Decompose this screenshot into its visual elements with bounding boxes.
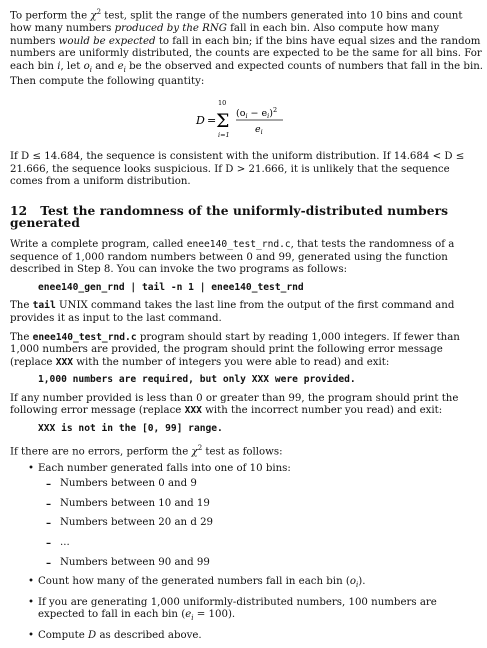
criteria-paragraph: If D ≤ 14.684, the sequence is consistent with the uniform distribution. If 14.684 < D ≤ 21.666, the sequence looks suspicious. If D > 21.666, it is unlikely that the sequence comes from a uniform distribution. — [10, 150, 465, 188]
range-requirement: If any number provided is less than 0 or greater than 99, the program should print the following error message (replace XXX with the incorrect number you read) and exit: — [10, 392, 459, 417]
bin-item: – Numbers between 10 and 19 — [38, 498, 484, 511]
bin-list — [38, 478, 484, 569]
sigma-icon: Σ — [216, 109, 230, 132]
invocation-command: enee140_gen_rnd | tail -n 1 | enee140_test_rnd — [38, 281, 304, 293]
formula-lhs: D — [196, 113, 205, 127]
bin-item: – Numbers between 90 and 99 — [38, 557, 484, 570]
bin-item: – ... — [38, 537, 484, 550]
section-heading — [10, 205, 484, 230]
bin-item: – Numbers between 20 an d 29 — [38, 517, 484, 530]
formula-denominator: $e_i$ — [255, 123, 263, 136]
formula-graphic — [10, 95, 484, 145]
error-message-range: XXX is not in the [0, 99] range. — [38, 423, 223, 435]
program-description: Write a complete program, called enee140_test_rnd.c, that tests the randomness of a sequence of 1,000 random numbers between 0 and 99, generated using the function described in Step 8. You can invoke the two programs as follows: — [10, 238, 455, 276]
list-item: • Compute D as described above. — [10, 630, 484, 643]
section-title: Test the randomness of the uniformly-distributed numbers generated — [10, 203, 449, 231]
sum-lower-limit: i=1 — [218, 130, 230, 139]
chi-square-formula — [10, 95, 484, 145]
error-message-count: 1,000 numbers are required, but only XXX were provided. — [38, 374, 356, 386]
document-page — [10, 0, 484, 648]
bin-item: – Numbers between 0 and 9 — [38, 478, 484, 491]
section-number: 12 — [10, 203, 28, 218]
intro-paragraph: To perform the $\chi^2$ test, split the range of the numbers generated into 10 bins and count how many numbers produced by the RNG fall in each bin. Also compute how many numbers would be expected to fall in each bin; if the bins have equal sizes and the random numbers are uniformly distributed, the counts are expected to be the same for all bins. For each bin i, let $o_i$ and $e_i$ be the observed and expected counts of numbers that fall in the bin. Then compute the following quantity: — [10, 8, 484, 88]
formula-numerator: $(o_i - e_i)^2$ — [236, 105, 278, 120]
list-item: • Count how many of the generated numbers fall in each bin $(o_i)$. — [10, 576, 484, 592]
formula-equals: = — [207, 113, 217, 127]
input-requirement: The enee140_test_rnd.c program should start by reading 1,000 integers. If fewer than 1,000 numbers are provided, the program should print the following error message (replace XXX with the number of integers you were able to read) and exit: — [10, 331, 460, 368]
sum-upper-limit: 10 — [218, 98, 227, 107]
list-item: • Each number generated falls into one of 10 bins: – Numbers between 0 and 9 – Numbers between 10 and 19 – Numbers between 20 an d 29 – ... – Numbers between 90 and 99 — [10, 463, 484, 570]
test-steps-list — [10, 463, 484, 643]
tail-explanation: The tail UNIX command takes the last line from the output of the first command and provides it as input to the last command. — [10, 300, 455, 324]
test-intro: If there are no errors, perform the $\chi^2$ test as follows: — [10, 443, 283, 458]
list-item: • If you are generating 1,000 uniformly-distributed numbers, 100 numbers are expected to fall in each bin $(e_i = 100)$. — [10, 597, 484, 625]
